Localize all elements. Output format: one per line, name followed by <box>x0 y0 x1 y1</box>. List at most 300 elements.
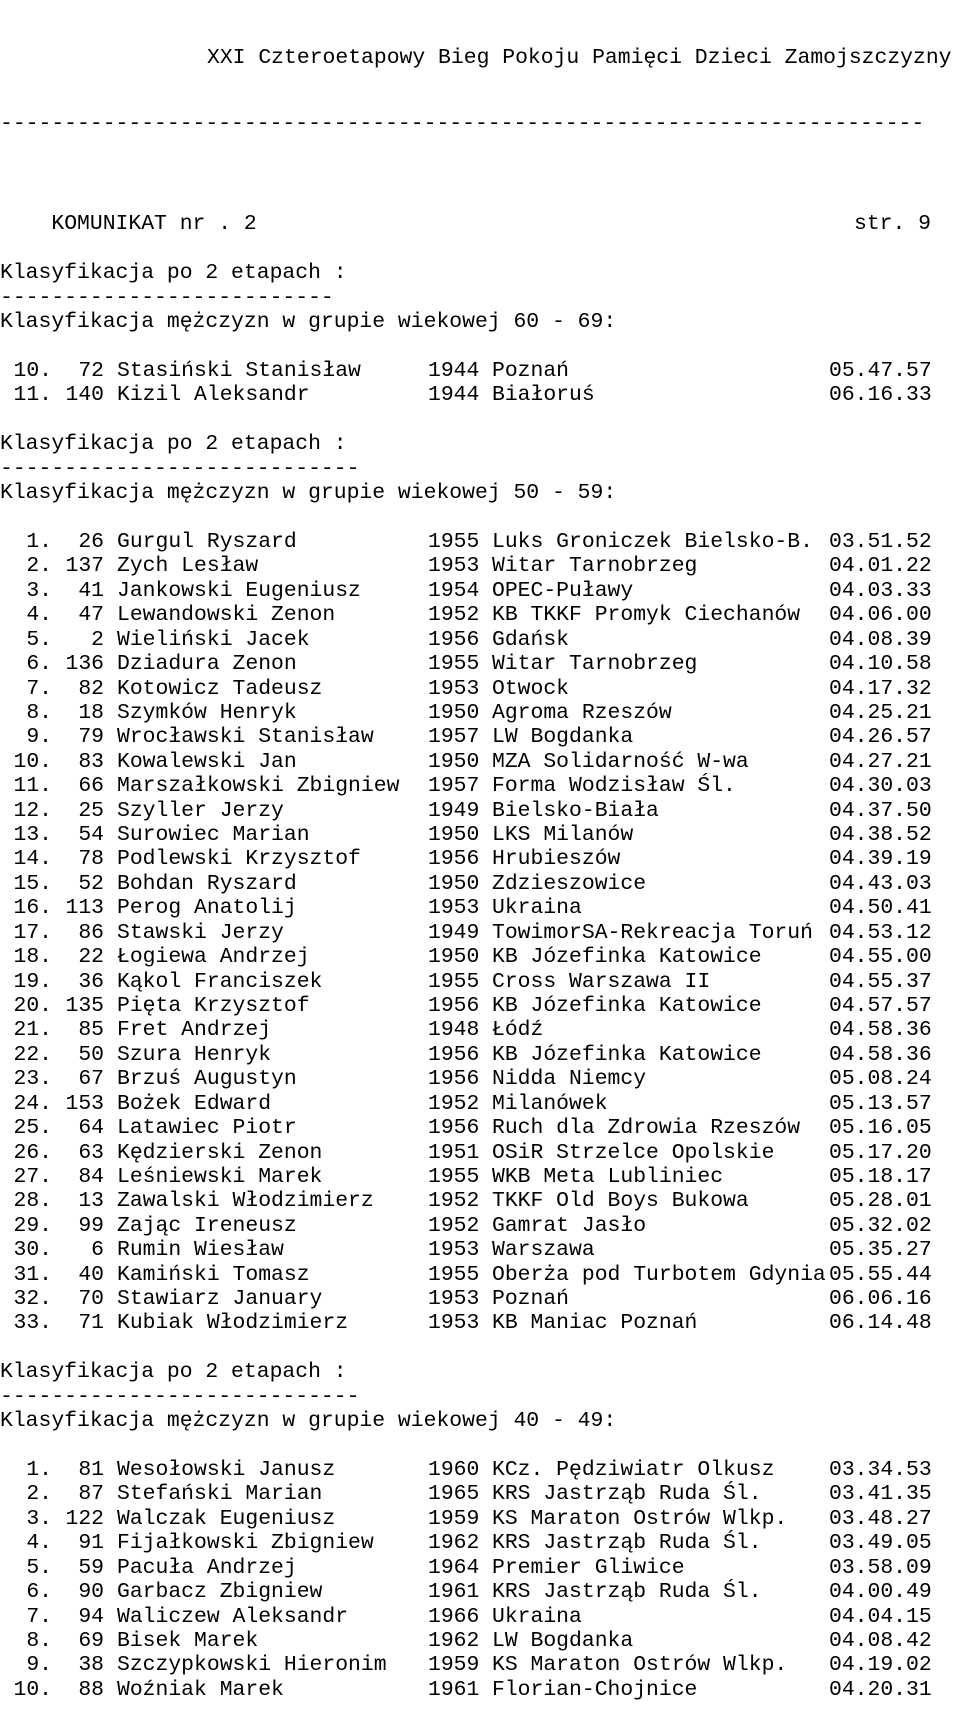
birth-year: 1952 <box>428 1213 480 1238</box>
bib-number: 67 <box>78 1067 104 1092</box>
place: 27. <box>13 1164 52 1189</box>
finish-time: 04.19.02 <box>829 1653 932 1678</box>
header-title-line <box>0 45 960 73</box>
place: 30. <box>13 1238 52 1263</box>
result-row <box>0 677 960 701</box>
place: 9. <box>26 725 52 750</box>
finish-time: 03.41.35 <box>829 1482 932 1507</box>
result-row <box>0 359 960 383</box>
club: Hrubieszów <box>492 847 621 872</box>
bib-number: 36 <box>78 969 104 994</box>
bib-number: 135 <box>65 994 104 1018</box>
result-row <box>0 1580 960 1604</box>
birth-year: 1949 <box>428 920 480 945</box>
club: MZA Solidarność W-wa <box>492 749 749 774</box>
runner-name: Woźniak Marek <box>117 1677 284 1702</box>
bib-number: 52 <box>78 871 104 896</box>
section-rule: ---------------------------- <box>0 456 360 481</box>
place: 23. <box>13 1067 52 1092</box>
bib-number: 136 <box>65 652 104 677</box>
place: 25. <box>13 1116 52 1141</box>
club: KB Józefinka Katowice <box>492 1042 762 1067</box>
bib-number: 40 <box>78 1262 104 1287</box>
bib-number: 113 <box>65 896 104 921</box>
page-number: str. 9 <box>854 212 932 237</box>
bib-number: 79 <box>78 725 104 750</box>
birth-year: 1953 <box>428 676 480 701</box>
birth-year: 1953 <box>428 554 480 579</box>
bib-number: 63 <box>78 1140 104 1165</box>
result-row <box>0 799 960 823</box>
finish-time: 05.28.01 <box>829 1189 932 1214</box>
place: 11. <box>13 383 52 408</box>
club: Warszawa <box>492 1238 595 1263</box>
blank-line <box>0 506 960 530</box>
finish-time: 04.20.31 <box>829 1677 932 1702</box>
bib-number: 137 <box>65 554 104 579</box>
age-category-title: Klasyfikacja mężczyzn w grupie wiekowej 40 - 49: <box>0 1409 617 1434</box>
birth-year: 1961 <box>428 1580 480 1605</box>
result-row <box>0 1507 960 1531</box>
section-heading: Klasyfikacja po 2 etapach : <box>0 432 347 457</box>
result-row <box>0 1116 960 1140</box>
finish-time: 04.58.36 <box>829 1042 932 1067</box>
birth-year: 1955 <box>428 652 480 677</box>
runner-name: Szyller Jerzy <box>117 798 284 823</box>
result-row <box>0 872 960 896</box>
club: KRS Jastrząb Ruda Śl. <box>492 1580 762 1605</box>
finish-time: 06.16.33 <box>829 383 932 408</box>
club: Nidda Niemcy <box>492 1067 647 1092</box>
club: KB Józefinka Katowice <box>492 994 762 1018</box>
finish-time: 04.06.00 <box>829 603 932 628</box>
club: Bielsko-Biała <box>492 798 659 823</box>
finish-time: 05.17.20 <box>829 1140 932 1165</box>
birth-year: 1950 <box>428 823 480 848</box>
birth-year: 1956 <box>428 847 480 872</box>
birth-year: 1953 <box>428 1238 480 1263</box>
runner-name: Wesołowski Janusz <box>117 1458 336 1483</box>
club: Poznań <box>492 1287 570 1312</box>
result-row <box>0 823 960 847</box>
bib-number: 54 <box>78 823 104 848</box>
birth-year: 1953 <box>428 1311 480 1336</box>
runner-name: Bohdan Ryszard <box>117 871 297 896</box>
communique-number: KOMUNIKAT nr . 2 <box>51 212 257 237</box>
birth-year: 1959 <box>428 1653 480 1678</box>
birth-year: 1966 <box>428 1604 480 1629</box>
club: KB TKKF Promyk Ciechanów <box>492 603 801 628</box>
place: 12. <box>13 798 52 823</box>
place: 10. <box>13 749 52 774</box>
blank-line <box>0 1336 960 1360</box>
result-row <box>0 1605 960 1629</box>
finish-time: 04.17.32 <box>829 676 932 701</box>
runner-name: Stawski Jerzy <box>117 920 284 945</box>
result-row <box>0 1653 960 1677</box>
finish-time: 04.55.00 <box>829 945 932 970</box>
runner-name: Jankowski Eugeniusz <box>117 578 361 603</box>
finish-time: 03.48.27 <box>829 1506 932 1531</box>
birth-year: 1949 <box>428 798 480 823</box>
birth-year: 1962 <box>428 1531 480 1556</box>
bib-number: 82 <box>78 676 104 701</box>
runner-name: Szura Henryk <box>117 1042 272 1067</box>
place: 4. <box>26 603 52 628</box>
result-row <box>0 1067 960 1091</box>
runner-name: Pacuła Andrzej <box>117 1555 297 1580</box>
birth-year: 1965 <box>428 1482 480 1507</box>
club: Milanówek <box>492 1091 608 1116</box>
runner-name: Brzuś Augustyn <box>117 1067 297 1092</box>
section-heading: Klasyfikacja po 2 etapach : <box>0 261 347 286</box>
blank-line <box>0 1434 960 1458</box>
runner-name: Dziadura Zenon <box>117 652 297 677</box>
finish-time: 04.01.22 <box>829 554 932 579</box>
bib-number: 70 <box>78 1287 104 1312</box>
club: KCz. Pędziwiatr Olkusz <box>492 1458 775 1483</box>
birth-year: 1952 <box>428 1189 480 1214</box>
club: LW Bogdanka <box>492 725 634 750</box>
bib-number: 94 <box>78 1604 104 1629</box>
birth-year: 1956 <box>428 1067 480 1092</box>
bib-number: 66 <box>78 774 104 799</box>
place: 22. <box>13 1042 52 1067</box>
club: Zdzieszowice <box>492 871 647 896</box>
club: KB Maniac Poznań <box>492 1311 698 1336</box>
birth-year: 1960 <box>428 1458 480 1483</box>
birth-year: 1952 <box>428 1091 480 1116</box>
result-row <box>0 750 960 774</box>
result-row <box>0 1287 960 1311</box>
birth-year: 1962 <box>428 1628 480 1653</box>
finish-time: 04.39.19 <box>829 847 932 872</box>
runner-name: Garbacz Zbigniew <box>117 1580 323 1605</box>
runner-name: Kotowicz Tadeusz <box>117 676 323 701</box>
place: 3. <box>26 578 52 603</box>
birth-year: 1953 <box>428 896 480 921</box>
runner-name: Fret Andrzej <box>117 1018 272 1043</box>
place: 6. <box>26 1580 52 1605</box>
place: 20. <box>13 994 52 1018</box>
birth-year: 1956 <box>428 1042 480 1067</box>
runner-name: Walczak Eugeniusz <box>117 1506 336 1531</box>
sections-container <box>0 261 960 1702</box>
result-row <box>0 1678 960 1702</box>
birth-year: 1952 <box>428 603 480 628</box>
bib-number: 69 <box>78 1628 104 1653</box>
bib-number: 22 <box>78 945 104 970</box>
runner-name: Zawalski Włodzimierz <box>117 1189 374 1214</box>
result-row <box>0 994 960 1018</box>
finish-time: 05.13.57 <box>829 1091 932 1116</box>
finish-time: 04.08.39 <box>829 627 932 652</box>
birth-year: 1950 <box>428 945 480 970</box>
place: 5. <box>26 627 52 652</box>
result-row <box>0 1165 960 1189</box>
club: Ukraina <box>492 896 582 921</box>
birth-year: 1944 <box>428 383 480 408</box>
birth-year: 1964 <box>428 1555 480 1580</box>
place: 17. <box>13 920 52 945</box>
result-row <box>0 1141 960 1165</box>
result-row <box>0 579 960 603</box>
result-row <box>0 1238 960 1262</box>
runner-name: Perog Anatolij <box>117 896 297 921</box>
birth-year: 1956 <box>428 1116 480 1141</box>
place: 4. <box>26 1531 52 1556</box>
bib-number: 99 <box>78 1213 104 1238</box>
finish-time: 04.57.57 <box>829 994 932 1018</box>
blank-line <box>0 408 960 432</box>
age-category-title: Klasyfikacja mężczyzn w grupie wiekowej 50 - 59: <box>0 481 617 506</box>
bib-number: 83 <box>78 749 104 774</box>
bib-number: 26 <box>78 529 104 554</box>
result-row <box>0 1531 960 1555</box>
place: 21. <box>13 1018 52 1043</box>
section-heading: Klasyfikacja po 2 etapach : <box>0 1360 347 1385</box>
birth-year: 1951 <box>428 1140 480 1165</box>
place: 6. <box>26 652 52 677</box>
bib-number: 78 <box>78 847 104 872</box>
result-row <box>0 701 960 725</box>
club: Otwock <box>492 676 570 701</box>
club: KS Maraton Ostrów Wlkp. <box>492 1653 788 1678</box>
result-row <box>0 847 960 871</box>
finish-time: 05.16.05 <box>829 1116 932 1141</box>
place: 32. <box>13 1287 52 1312</box>
birth-year: 1955 <box>428 529 480 554</box>
runner-name: Pięta Krzysztof <box>117 994 310 1018</box>
place: 8. <box>26 700 52 725</box>
bib-number: 91 <box>78 1531 104 1556</box>
runner-name: Zych Lesław <box>117 554 259 579</box>
result-row <box>0 652 960 676</box>
place: 26. <box>13 1140 52 1165</box>
result-row <box>0 530 960 554</box>
place: 29. <box>13 1213 52 1238</box>
club: Cross Warszawa II <box>492 969 711 994</box>
club: KRS Jastrząb Ruda Śl. <box>492 1482 762 1507</box>
place: 24. <box>13 1091 52 1116</box>
birth-year: 1950 <box>428 871 480 896</box>
bib-number: 71 <box>78 1311 104 1336</box>
runner-name: Bisek Marek <box>117 1628 259 1653</box>
place: 1. <box>26 529 52 554</box>
bib-number: 86 <box>78 920 104 945</box>
place: 8. <box>26 1628 52 1653</box>
birth-year: 1955 <box>428 969 480 994</box>
bib-number: 13 <box>78 1189 104 1214</box>
bib-number: 18 <box>78 700 104 725</box>
finish-time: 04.55.37 <box>829 969 932 994</box>
finish-time: 05.35.27 <box>829 1238 932 1263</box>
place: 31. <box>13 1262 52 1287</box>
birth-year: 1950 <box>428 700 480 725</box>
finish-time: 03.49.05 <box>829 1531 932 1556</box>
bib-number: 140 <box>65 383 104 408</box>
birth-year: 1956 <box>428 994 480 1018</box>
birth-year: 1956 <box>428 627 480 652</box>
bib-number: 38 <box>78 1653 104 1678</box>
result-row <box>0 945 960 969</box>
club: Poznań <box>492 359 570 384</box>
finish-time: 05.55.44 <box>829 1262 932 1287</box>
runner-name: Kędzierski Zenon <box>117 1140 323 1165</box>
bib-number: 41 <box>78 578 104 603</box>
bib-number: 153 <box>65 1091 104 1116</box>
club: Luks Groniczek Bielsko-B. <box>492 529 813 554</box>
club: LW Bogdanka <box>492 1628 634 1653</box>
birth-year: 1953 <box>428 1287 480 1312</box>
bib-number: 64 <box>78 1116 104 1141</box>
birth-year: 1955 <box>428 1262 480 1287</box>
header-rule: ------------------------------------------------------------------------ <box>0 116 925 134</box>
bib-number: 122 <box>65 1506 104 1531</box>
result-row <box>0 921 960 945</box>
runner-name: Bożek Edward <box>117 1091 272 1116</box>
runner-name: Stasiński Stanisław <box>117 359 361 384</box>
club: Białoruś <box>492 383 595 408</box>
result-row <box>0 896 960 920</box>
club: KRS Jastrząb Ruda Śl. <box>492 1531 762 1556</box>
club: Forma Wodzisław Śl. <box>492 774 736 799</box>
bib-number: 90 <box>78 1580 104 1605</box>
finish-time: 05.32.02 <box>829 1213 932 1238</box>
place: 10. <box>13 359 52 384</box>
birth-year: 1944 <box>428 359 480 384</box>
result-row <box>0 1556 960 1580</box>
bib-number: 6 <box>91 1238 104 1263</box>
bib-number: 88 <box>78 1677 104 1702</box>
place: 13. <box>13 823 52 848</box>
birth-year: 1950 <box>428 749 480 774</box>
result-row <box>0 1043 960 1067</box>
runner-name: Lewandowski Zenon <box>117 603 336 628</box>
place: 2. <box>26 554 52 579</box>
bib-number: 47 <box>78 603 104 628</box>
runner-name: Gurgul Ryszard <box>117 529 297 554</box>
finish-time: 04.37.50 <box>829 798 932 823</box>
bib-number: 84 <box>78 1164 104 1189</box>
bib-number: 25 <box>78 798 104 823</box>
runner-name: Wieliński Jacek <box>117 627 310 652</box>
result-row <box>0 1458 960 1482</box>
club: Łódź <box>492 1018 544 1043</box>
finish-time: 04.26.57 <box>829 725 932 750</box>
result-row <box>0 603 960 627</box>
birth-year: 1961 <box>428 1677 480 1702</box>
place: 15. <box>13 871 52 896</box>
runner-name: Szymków Henryk <box>117 700 297 725</box>
result-row <box>0 1482 960 1506</box>
place: 18. <box>13 945 52 970</box>
finish-time: 05.18.17 <box>829 1164 932 1189</box>
birth-year: 1957 <box>428 774 480 799</box>
event-title: XXI Czteroetapowy Bieg Pokoju Pamięci Dzieci Zamojszczyzny <box>207 45 952 70</box>
blank-line <box>0 335 960 359</box>
birth-year: 1959 <box>428 1506 480 1531</box>
runner-name: Kizil Aleksandr <box>117 383 310 408</box>
place: 5. <box>26 1555 52 1580</box>
place: 2. <box>26 1482 52 1507</box>
club: TKKF Old Boys Bukowa <box>492 1189 749 1214</box>
club: OSiR Strzelce Opolskie <box>492 1140 775 1165</box>
place: 11. <box>13 774 52 799</box>
club: OPEC-Puławy <box>492 578 634 603</box>
finish-time: 03.58.09 <box>829 1555 932 1580</box>
club: Gamrat Jasło <box>492 1213 647 1238</box>
result-row <box>0 774 960 798</box>
result-row <box>0 1018 960 1042</box>
runner-name: Łogiewa Andrzej <box>117 945 310 970</box>
finish-time: 06.06.16 <box>829 1287 932 1312</box>
bib-number: 81 <box>78 1458 104 1483</box>
finish-time: 06.14.48 <box>829 1311 932 1336</box>
finish-time: 04.04.15 <box>829 1604 932 1629</box>
place: 16. <box>13 896 52 921</box>
birth-year: 1948 <box>428 1018 480 1043</box>
runner-name: Szczypkowski Hieronim <box>117 1653 387 1678</box>
result-row <box>0 1092 960 1116</box>
club: LKS Milanów <box>492 823 634 848</box>
club: WKB Meta Lubliniec <box>492 1164 724 1189</box>
club: Premier Gliwice <box>492 1555 685 1580</box>
runner-name: Kubiak Włodzimierz <box>117 1311 349 1336</box>
club: Oberża pod Turbotem Gdynia <box>492 1262 826 1287</box>
place: 28. <box>13 1189 52 1214</box>
club: Witar Tarnobrzeg <box>492 554 698 579</box>
runner-name: Kąkol Franciszek <box>117 969 323 994</box>
place: 10. <box>13 1677 52 1702</box>
result-row <box>0 1214 960 1238</box>
bib-number: 72 <box>78 359 104 384</box>
club: Florian-Chojnice <box>492 1677 698 1702</box>
finish-time: 04.27.21 <box>829 749 932 774</box>
club: Ruch dla Zdrowia Rzeszów <box>492 1116 801 1141</box>
runner-name: Podlewski Krzysztof <box>117 847 361 872</box>
bib-number: 2 <box>91 627 104 652</box>
finish-time: 04.38.52 <box>829 823 932 848</box>
runner-name: Marszałkowski Zbigniew <box>117 774 400 799</box>
runner-name: Waliczew Aleksandr <box>117 1604 349 1629</box>
place: 9. <box>26 1653 52 1678</box>
result-row <box>0 1629 960 1653</box>
result-row <box>0 1189 960 1213</box>
result-row <box>0 628 960 652</box>
runner-name: Kowalewski Jan <box>117 749 297 774</box>
runner-name: Surowiec Marian <box>117 823 310 848</box>
classification-section <box>0 1336 960 1702</box>
runner-name: Stefański Marian <box>117 1482 323 1507</box>
communique-line <box>0 188 960 237</box>
bib-number: 50 <box>78 1042 104 1067</box>
club: TowimorSA-Rekreacja Toruń <box>492 920 813 945</box>
section-rule: -------------------------- <box>0 285 334 310</box>
place: 7. <box>26 676 52 701</box>
result-row <box>0 725 960 749</box>
classification-section <box>0 261 960 408</box>
birth-year: 1954 <box>428 578 480 603</box>
place: 14. <box>13 847 52 872</box>
place: 33. <box>13 1311 52 1336</box>
section-rule: ---------------------------- <box>0 1384 360 1409</box>
place: 7. <box>26 1604 52 1629</box>
bib-number: 59 <box>78 1555 104 1580</box>
club: Agroma Rzeszów <box>492 700 672 725</box>
finish-time: 04.43.03 <box>829 871 932 896</box>
finish-time: 03.34.53 <box>829 1458 932 1483</box>
